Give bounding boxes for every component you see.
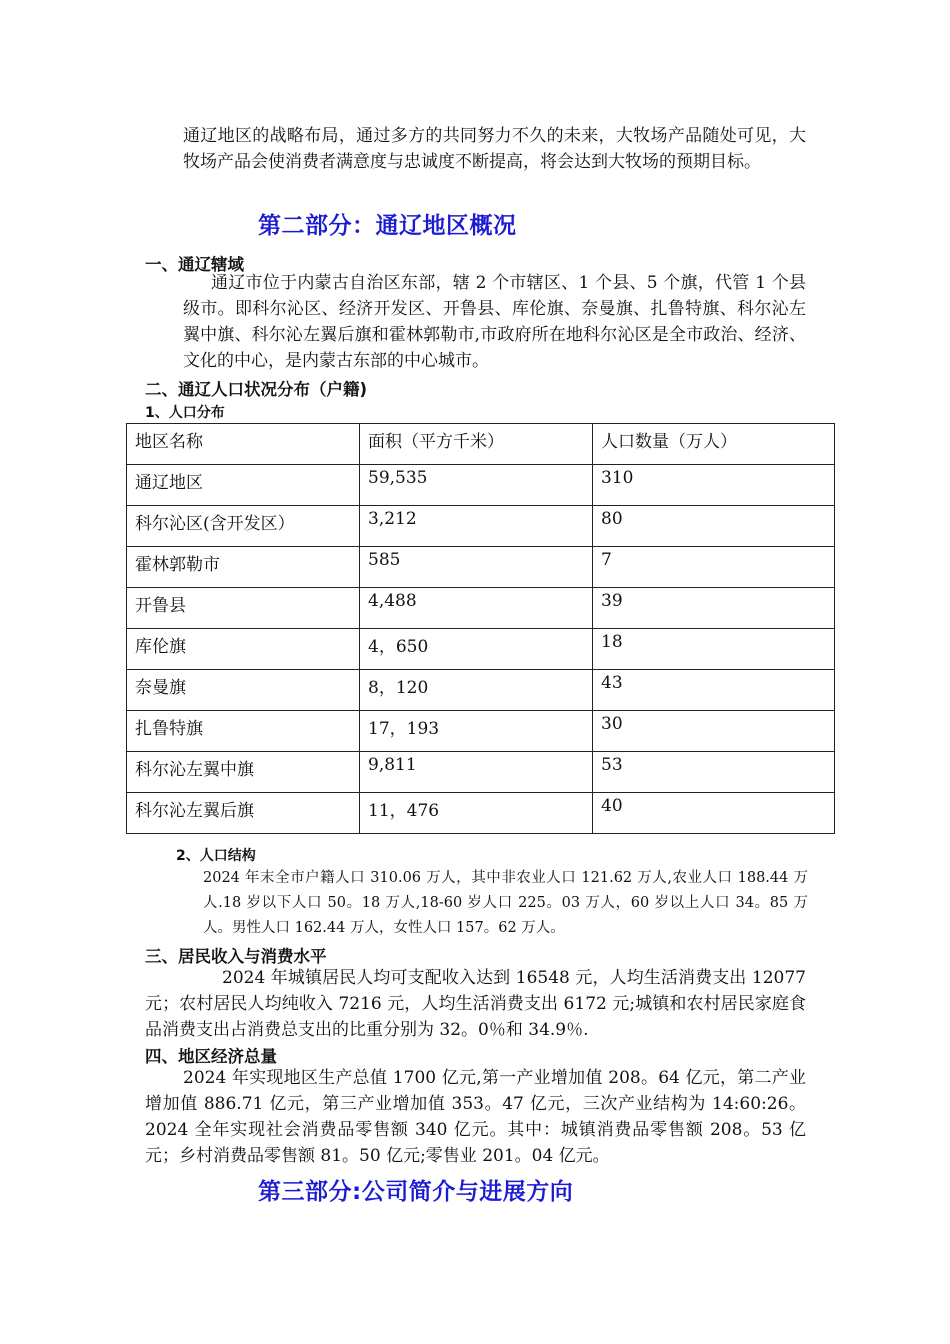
- table-cell: 科尔沁左翼后旗: [127, 793, 360, 834]
- table-cell: 4,488: [360, 588, 593, 629]
- table-cell: 11，476: [360, 793, 593, 834]
- population-distribution-subheading: 1、人口分布: [145, 405, 225, 421]
- table-cell: 59,535: [360, 465, 593, 506]
- section1-heading: 一、通辽辖域: [145, 255, 244, 274]
- table-cell: 585: [360, 547, 593, 588]
- table-header-cell: 地区名称: [127, 424, 360, 465]
- section1-paragraph: 通辽市位于内蒙古自治区东部，辖 2 个市辖区、1 个县、5 个旗，代管 1 个县级市。即科尔沁区、经济开发区、开鲁县、库伦旗、奈曼旗、扎鲁特旗、科尔沁左翼中旗、科尔沁左翼后旗和霍林郭勒市,市政府所在地科尔沁区是全市政治、经济、文化的中心，是内蒙古东部的中心城市。: [183, 273, 806, 371]
- table-cell: 科尔沁左翼中旗: [127, 752, 360, 793]
- table-cell: 霍林郭勒市: [127, 547, 360, 588]
- section3-paragraph: 2024 年城镇居民人均可支配收入达到 16548 元，人均生活消费支出 12077 元；农村居民人均纯收入 7216 元，人均生活消费支出 6172 元;城镇和农村居民家庭食品消费支出占消费总支出的比重分别为 32。0％和 34.9％.: [145, 968, 806, 1040]
- table-row: [127, 588, 835, 629]
- table-row: [127, 711, 835, 752]
- table-cell: 39: [593, 588, 835, 629]
- table-header-row: [127, 424, 835, 465]
- table-cell: 17，193: [360, 711, 593, 752]
- table-cell: 8，120: [360, 670, 593, 711]
- table-row: [127, 752, 835, 793]
- table-header-cell: 人口数量（万人）: [593, 424, 835, 465]
- table-cell: 9,811: [360, 752, 593, 793]
- table-cell: 40: [593, 793, 835, 834]
- table-row: [127, 506, 835, 547]
- intro-paragraph: 通辽地区的战略布局，通过多方的共同努力不久的未来，大牧场产品随处可见，大牧场产品会使消费者满意度与忠诚度不断提高，将会达到大牧场的预期目标。: [183, 126, 806, 172]
- table-cell: 扎鲁特旗: [127, 711, 360, 752]
- table-cell: 18: [593, 629, 835, 670]
- table-header-cell: 面积（平方千米）: [360, 424, 593, 465]
- table-cell: 3,212: [360, 506, 593, 547]
- population-table: [126, 423, 835, 834]
- population-structure-subheading: 2、人口结构: [176, 848, 256, 864]
- table-cell: 310: [593, 465, 835, 506]
- table-row: [127, 547, 835, 588]
- table-cell: 53: [593, 752, 835, 793]
- table-row: [127, 793, 835, 834]
- section2-heading: 二、通辽人口状况分布（户籍): [145, 380, 368, 399]
- table-cell: 库伦旗: [127, 629, 360, 670]
- table-cell: 43: [593, 670, 835, 711]
- table-row: [127, 670, 835, 711]
- section4-heading: 四、地区经济总量: [145, 1047, 277, 1066]
- section3-heading: 三、居民收入与消费水平: [145, 947, 327, 966]
- section4-paragraph: 2024 年实现地区生产总值 1700 亿元,第一产业增加值 208。64 亿元，第二产业增加值 886.71 亿元，第三产业增加值 353。47 亿元，三次产业结构为 14:60:26。2024 全年实现社会消费品零售额 340 亿元。其中：城镇消费品零售额 208。53 亿元；乡村消费品零售额 81。50 亿元;零售业 201。04 亿元。: [145, 1068, 806, 1166]
- table-cell: 科尔沁区(含开发区）: [127, 506, 360, 547]
- table-cell: 80: [593, 506, 835, 547]
- table-row: [127, 465, 835, 506]
- population-structure-paragraph: 2024 年末全市户籍人口 310.06 万人，其中非农业人口 121.62 万人,农业人口 188.44 万人.18 岁以下人口 50。18 万人,18-60 岁人口 225。03 万人，60 岁以上人口 34。85 万人。男性人口 162.44 万人，女性人口 157。62 万人。: [203, 870, 808, 936]
- table-cell: 奈曼旗: [127, 670, 360, 711]
- part3-heading: 第三部分:公司简介与进展方向: [258, 1179, 574, 1205]
- table-cell: 开鲁县: [127, 588, 360, 629]
- table-row: [127, 629, 835, 670]
- table-cell: 30: [593, 711, 835, 752]
- table-cell: 7: [593, 547, 835, 588]
- part2-heading: 第二部分：通辽地区概况: [258, 213, 517, 239]
- table-cell: 4，650: [360, 629, 593, 670]
- table-cell: 通辽地区: [127, 465, 360, 506]
